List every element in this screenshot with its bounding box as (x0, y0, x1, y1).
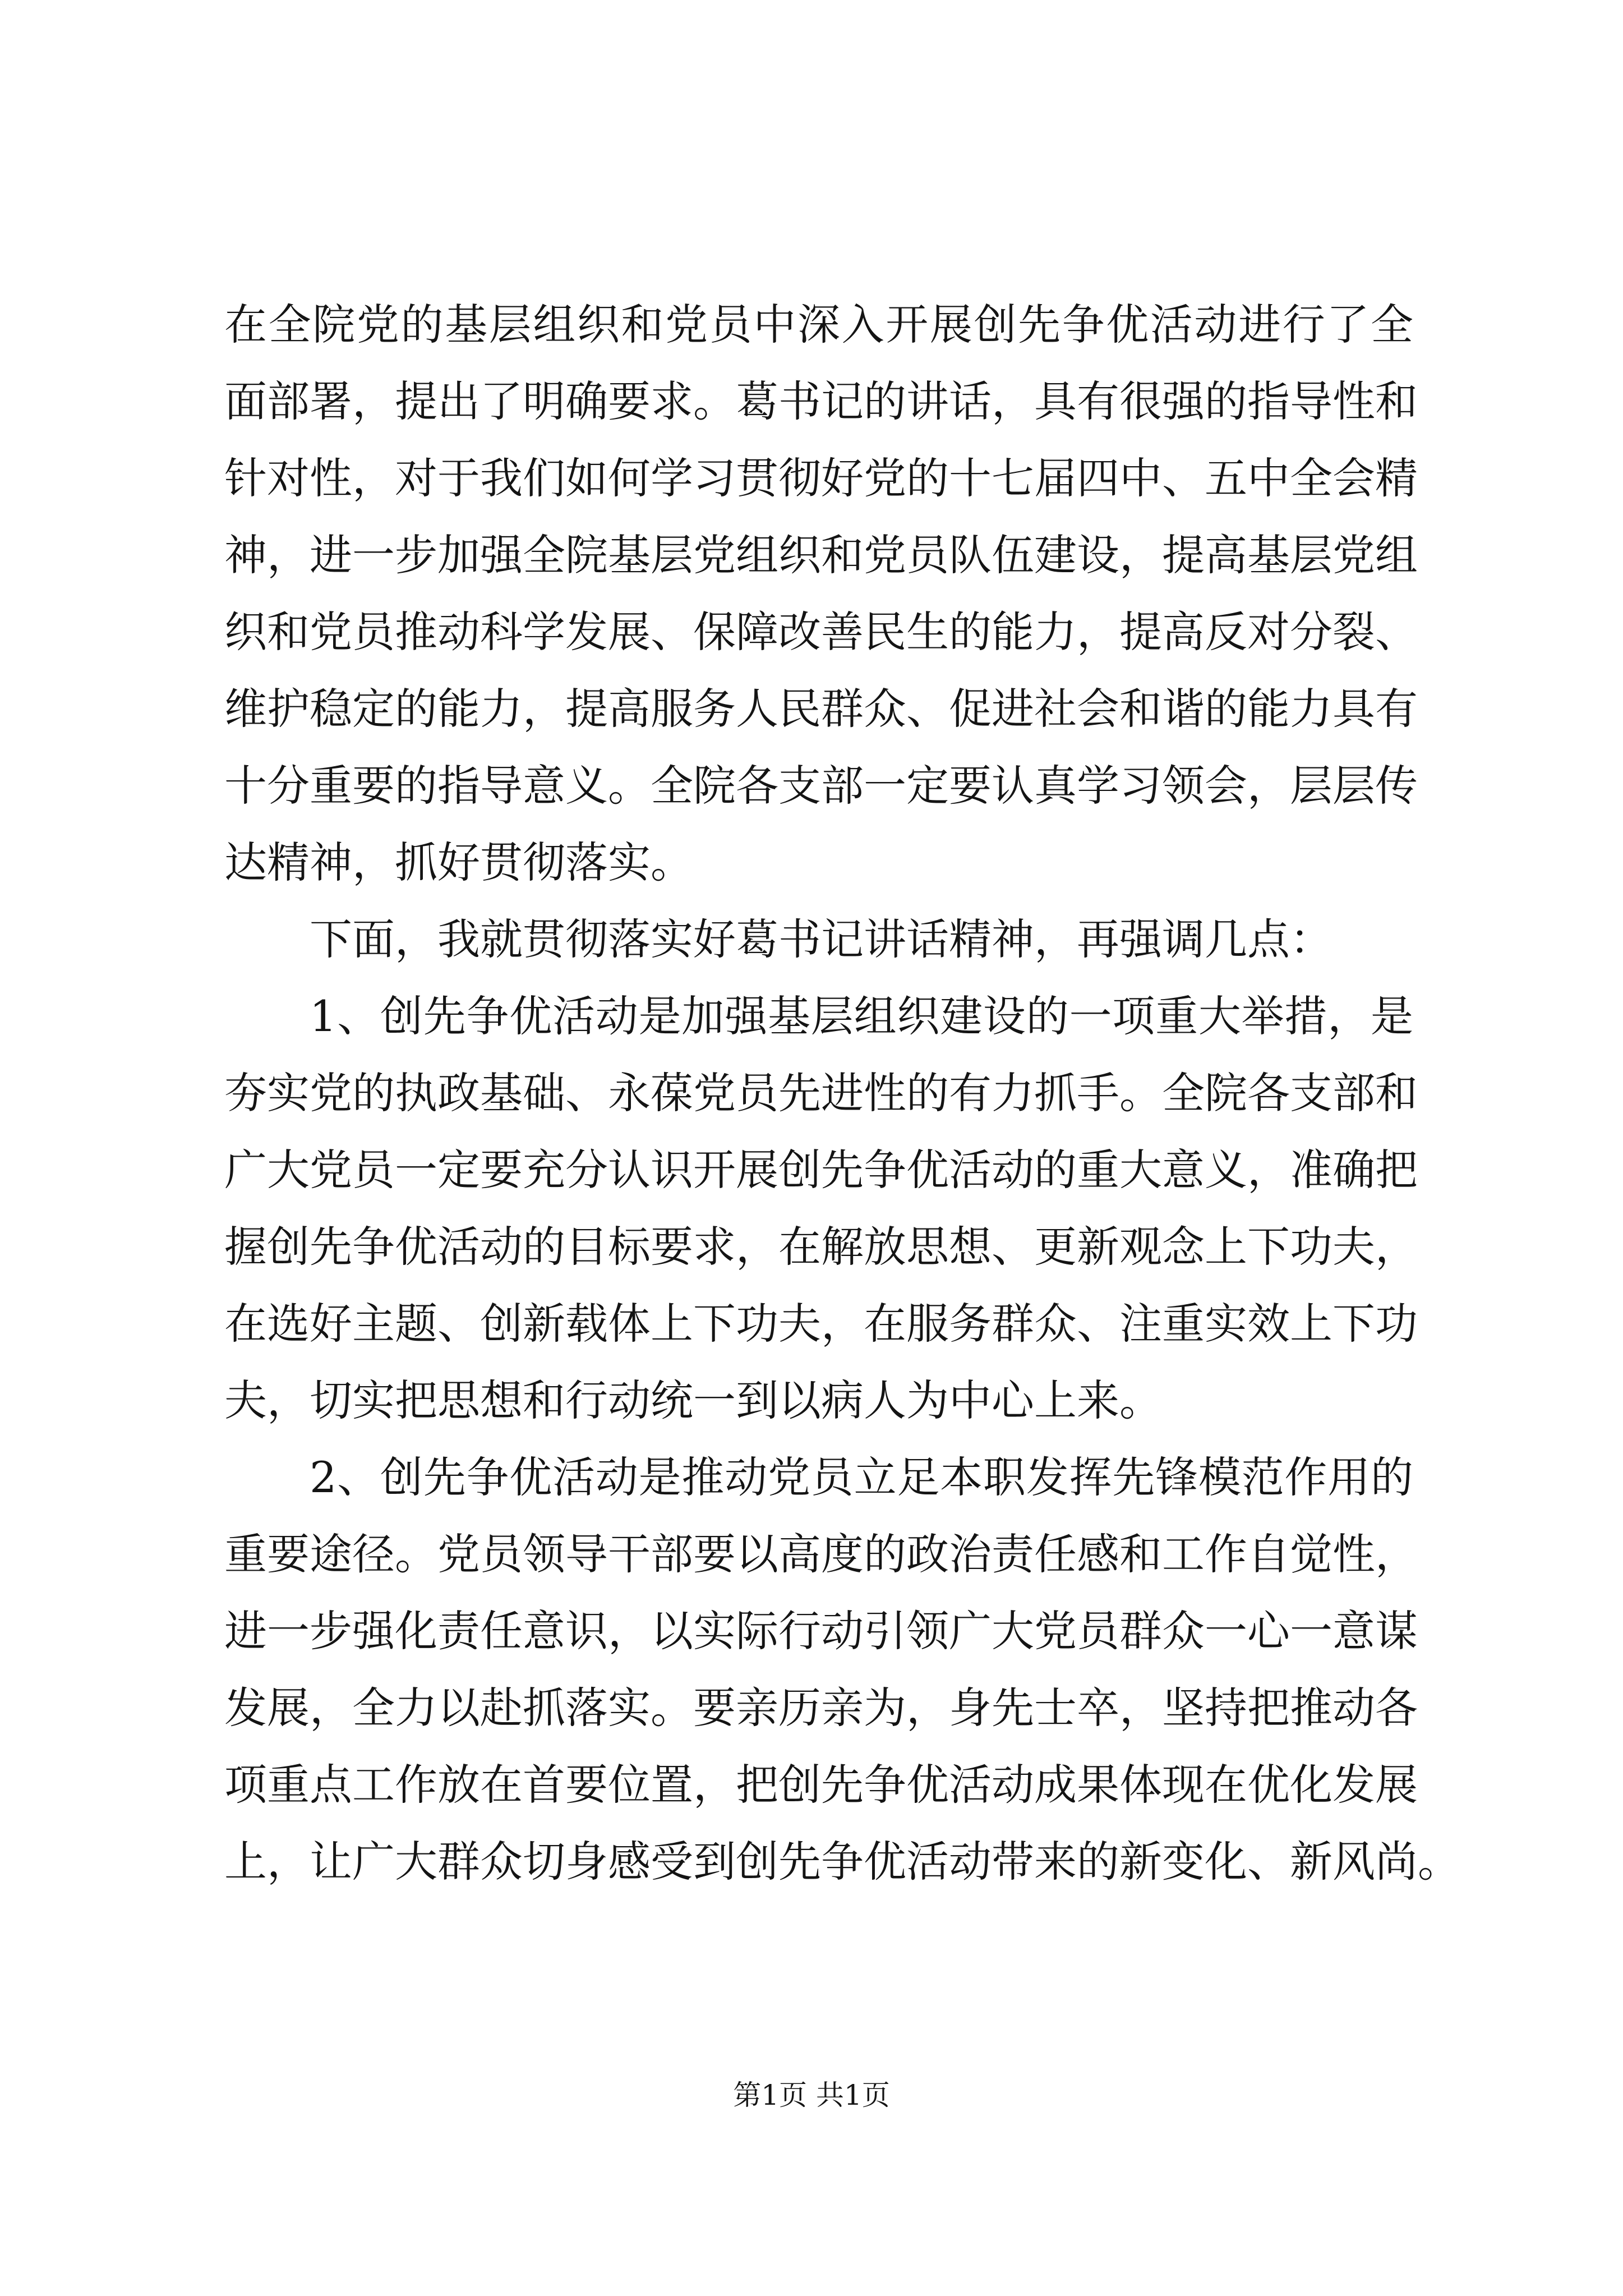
text-line: 面部署，提出了明确要求。葛书记的讲话，具有很强的指导性和 (224, 376, 1418, 426)
text-line: 重要途径。党员领导干部要以高度的政治责任感和工作自觉性， (224, 1529, 1418, 1579)
text-line: 下面，我就贯彻落实好葛书记讲话精神，再强调几点： (310, 914, 1332, 964)
text-line: 针对性，对于我们如何学习贯彻好党的十七届四中、五中全会精 (224, 453, 1418, 503)
text-line: 神，进一步加强全院基层党组织和党员队伍建设，提高基层党组 (224, 530, 1418, 580)
text-line: 握创先争优活动的目标要求，在解放思想、更新观念上下功夫， (224, 1222, 1418, 1272)
page-footer: 第1页 共1页 (733, 2079, 890, 2111)
text-line: 发展，全力以赴抓落实。要亲历亲为，身先士卒，坚持把推动各 (224, 1683, 1418, 1733)
paragraph (224, 901, 1413, 978)
text-line: 十分重要的指导意义。全院各支部一定要认真学习领会，层层传 (224, 761, 1418, 811)
text-line: 广大党员一定要充分认识开展创先争优活动的重大意义，准确把 (224, 1145, 1418, 1195)
text-line: 达精神，抓好贯彻落实。 (224, 838, 693, 887)
text-line: 上，让广大群众切身感受到创先争优活动带来的新变化、新风尚。 (224, 1837, 1460, 1887)
text-line: 项重点工作放在首要位置，把创先争优活动成果体现在优化发展 (224, 1760, 1418, 1810)
paragraph (224, 286, 1418, 901)
paragraph (224, 978, 1418, 1439)
text-line: 2、创先争优活动是推动党员立足本职发挥先锋模范作用的 (310, 1452, 1413, 1502)
paragraph (224, 1439, 1460, 1900)
text-line: 在全院党的基层组织和党员中深入开展创先争优活动进行了全 (224, 300, 1413, 349)
text-line: 夯实党的执政基础、永葆党员先进性的有力抓手。全院各支部和 (224, 1068, 1418, 1118)
text-line: 夫，切实把思想和行动统一到以病人为中心上来。 (224, 1375, 1162, 1425)
text-line: 织和党员推动科学发展、保障改善民生的能力，提高反对分裂、 (224, 607, 1418, 657)
text-line: 进一步强化责任意识，以实际行动引领广大党员群众一心一意谋 (224, 1606, 1418, 1656)
text-line: 维护稳定的能力，提高服务人民群众、促进社会和谐的能力具有 (224, 684, 1418, 734)
text-line: 在选好主题、创新载体上下功夫，在服务群众、注重实效上下功 (224, 1299, 1418, 1349)
document-body (224, 286, 1460, 1900)
text-line: 1、创先争优活动是加强基层组织建设的一项重大举措，是 (310, 991, 1413, 1041)
